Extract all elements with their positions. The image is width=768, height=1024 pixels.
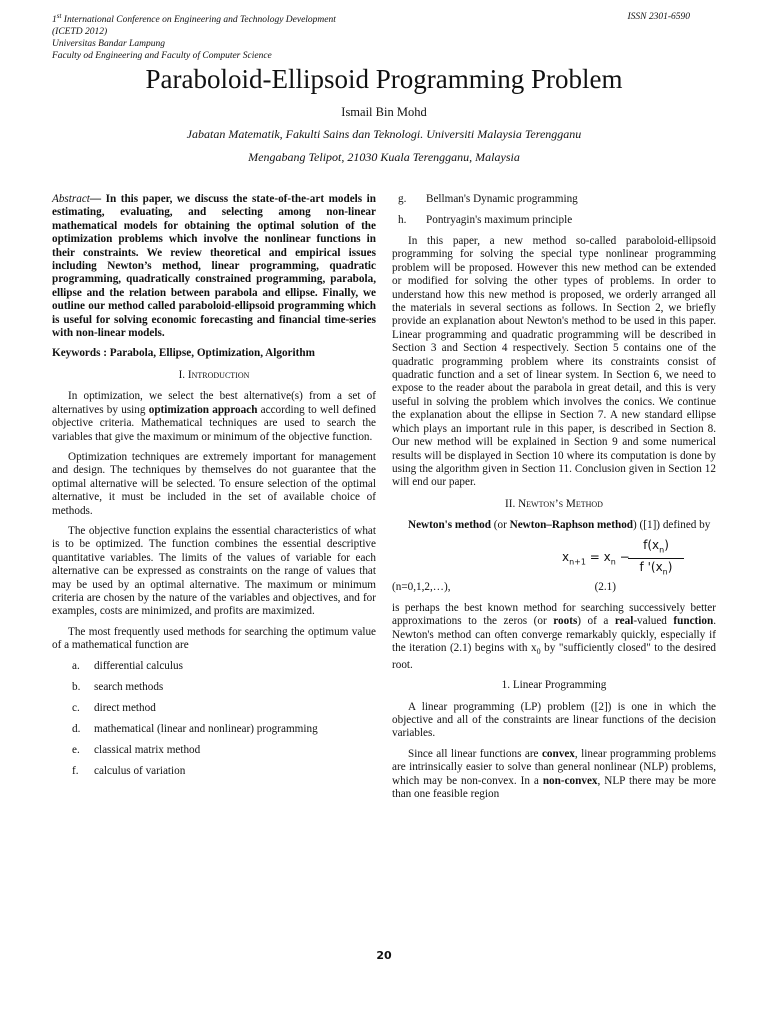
lp-paragraph-2: Since all linear functions are convex, linear programming problems are intrinsically easier to solve than general nonlinear (NLP) problems, which may be non-convex. In a non-convex, NLP there may be more than one feasible region: [392, 747, 716, 801]
list-item: h. Pontryagin's maximum principle: [398, 214, 573, 226]
paper-outline-paragraph: In this paper, a new method so-called paraboloid-ellipsoid programming for solving the special type nonlinear programming problem will be proposed. However this new method can be extended or modified for solving the other types of problems. In order to understand how this new method is proposed, we orderly arranged all the materials in several sections as follows. In Section 2, we briefly provide an explanation about Newton's method to be used in this paper. Linear programming and quadratic programming will be described in Section 3 and Section 4 respectively. Section 5 contains one of the quadratic programming problem where its constraints consist of quadratic function and a set of linear system. In Section 6, we need to expose to the reader about the parabola in great detail, and this is very useful in solving the problem which involves the conics. We continue the explanation about the ellipse in Section 7. A new standard ellipse which plays an important rule in this paper, is described in Section 8. Our new method will be explained in Section 9 and some numerical results will be displayed in Section 10 where its computation is done by using the algorithm given in Section 11. Conclusion given in Section 12 will end our paper.: [392, 235, 716, 489]
list-item: e. classical matrix method: [72, 743, 201, 756]
affiliation-line-1: Jabatan Matematik, Fakulti Sains dan Teknologi. Universiti Malaysia Terengganu: [186, 127, 582, 141]
newton-intro: Newton's method (or Newton–Raphson method) ([1]) defined by: [408, 519, 711, 532]
list-item: b. search methods: [72, 680, 164, 693]
list-item: d. mathematical (linear and nonlinear) programming: [72, 722, 318, 735]
right-column: [392, 193, 716, 808]
list-item: g. Bellman's Dynamic programming: [398, 193, 578, 205]
conference-header: 1st International Conference on Engineering and Technology Development (ICETD 2012) Universitas Bandar Lampung Faculty od Engineering and Faculty of Computer Science: [52, 12, 336, 62]
equation-range: (n=0,1,2,…),: [392, 580, 451, 593]
section-heading-newton: II. Newton’s Method: [505, 497, 603, 510]
methods-list: [52, 660, 376, 778]
equation-label-line: [392, 581, 616, 594]
equation-number: (2.1): [594, 580, 616, 593]
intro-paragraph-3: The objective function explains the essential characteristics of what is to be optimized. The function combines the essential descriptive quantitative variables. The limits of the values of variable for each alternative can be expressed as constraints on the range of values that may be used by an optimal alternative. The maximum or minimum criteria are chosen by the nature of the variables and objectives, and for examples, costs are minimized, and profits are maximized.: [52, 524, 376, 618]
intro-paragraph-1: In optimization, we select the best alternative(s) from a set of alternatives by using optimization approach according to well defined objective criteria. Mathematical techniques are used to search the variables that give the maximum or minimum of the objective function.: [52, 390, 376, 443]
newton-equation: $x_{n+1} = x_n$ − $f(x_n)$ f '$(x_n)$: [392, 535, 716, 581]
author: Ismail Bin Mohd: [341, 105, 427, 119]
lp-paragraph-1: A linear programming (LP) problem ([2]) is one in which the objective and all of the constraints are linear functions of the decision variables.: [392, 700, 716, 740]
list-item: f. calculus of variation: [72, 764, 186, 777]
university: Universitas Bandar Lampung: [52, 39, 165, 50]
keywords: Keywords : Parabola, Ellipse, Optimization, Algorithm: [52, 347, 315, 360]
issn: ISSN 2301-6590: [627, 12, 690, 22]
left-column: [52, 193, 376, 786]
conference-short: (ICETD 2012): [52, 27, 108, 38]
section-heading-introduction: I. Introduction: [178, 368, 250, 381]
faculty: Faculty od Engineering and Faculty of Computer Science: [52, 51, 272, 62]
page-number: 20: [376, 949, 392, 962]
subsection-heading-linear-programming: 1. Linear Programming: [501, 679, 607, 692]
list-item: c. direct method: [72, 701, 156, 714]
list-item: a. differential calculus: [72, 659, 183, 672]
intro-paragraph-4: The most frequently used methods for searching the optimum value of a mathematical function are: [52, 625, 376, 652]
affiliation-line-2: Mengabang Telipot, 21030 Kuala Terengganu, Malaysia: [248, 150, 520, 164]
intro-paragraph-2: Optimization techniques are extremely important for management and design. The techniques by themselves do not guarantee that the optimal alternative will be selected. To ensure selection of the optimal alternative, it must be included in the set of available choice of methods.: [52, 450, 376, 517]
abstract: Abstract— In this paper, we discuss the state-of-the-art models in estimating, evaluating, and selecting among non-linear mathematical models for obtaining the optimal solution of the optimization problems which involve the nonlinear functions in their constraints. We review theoretical and empirical issues including Newton’s method, linear programming, quadratic programming, quadratically constrained programming, parabola, ellipse and the relation between parabola and ellipse. Finally, we outline our method called paraboloid-ellipsoid programming which is useful for solving economic forecasting and financial time-series with non-linear models.: [52, 193, 376, 340]
newton-paragraph: is perhaps the best known method for searching successively better approximations to the zeros (or roots) of a real-valued function. Newton's method can often converge remarkably quickly, especially if the iteration (2.1) begins with $x_0$ by "sufficiently closed" to the desired root.: [392, 601, 717, 671]
paper-title: Paraboloid-Ellipsoid Programming Problem: [145, 64, 623, 94]
